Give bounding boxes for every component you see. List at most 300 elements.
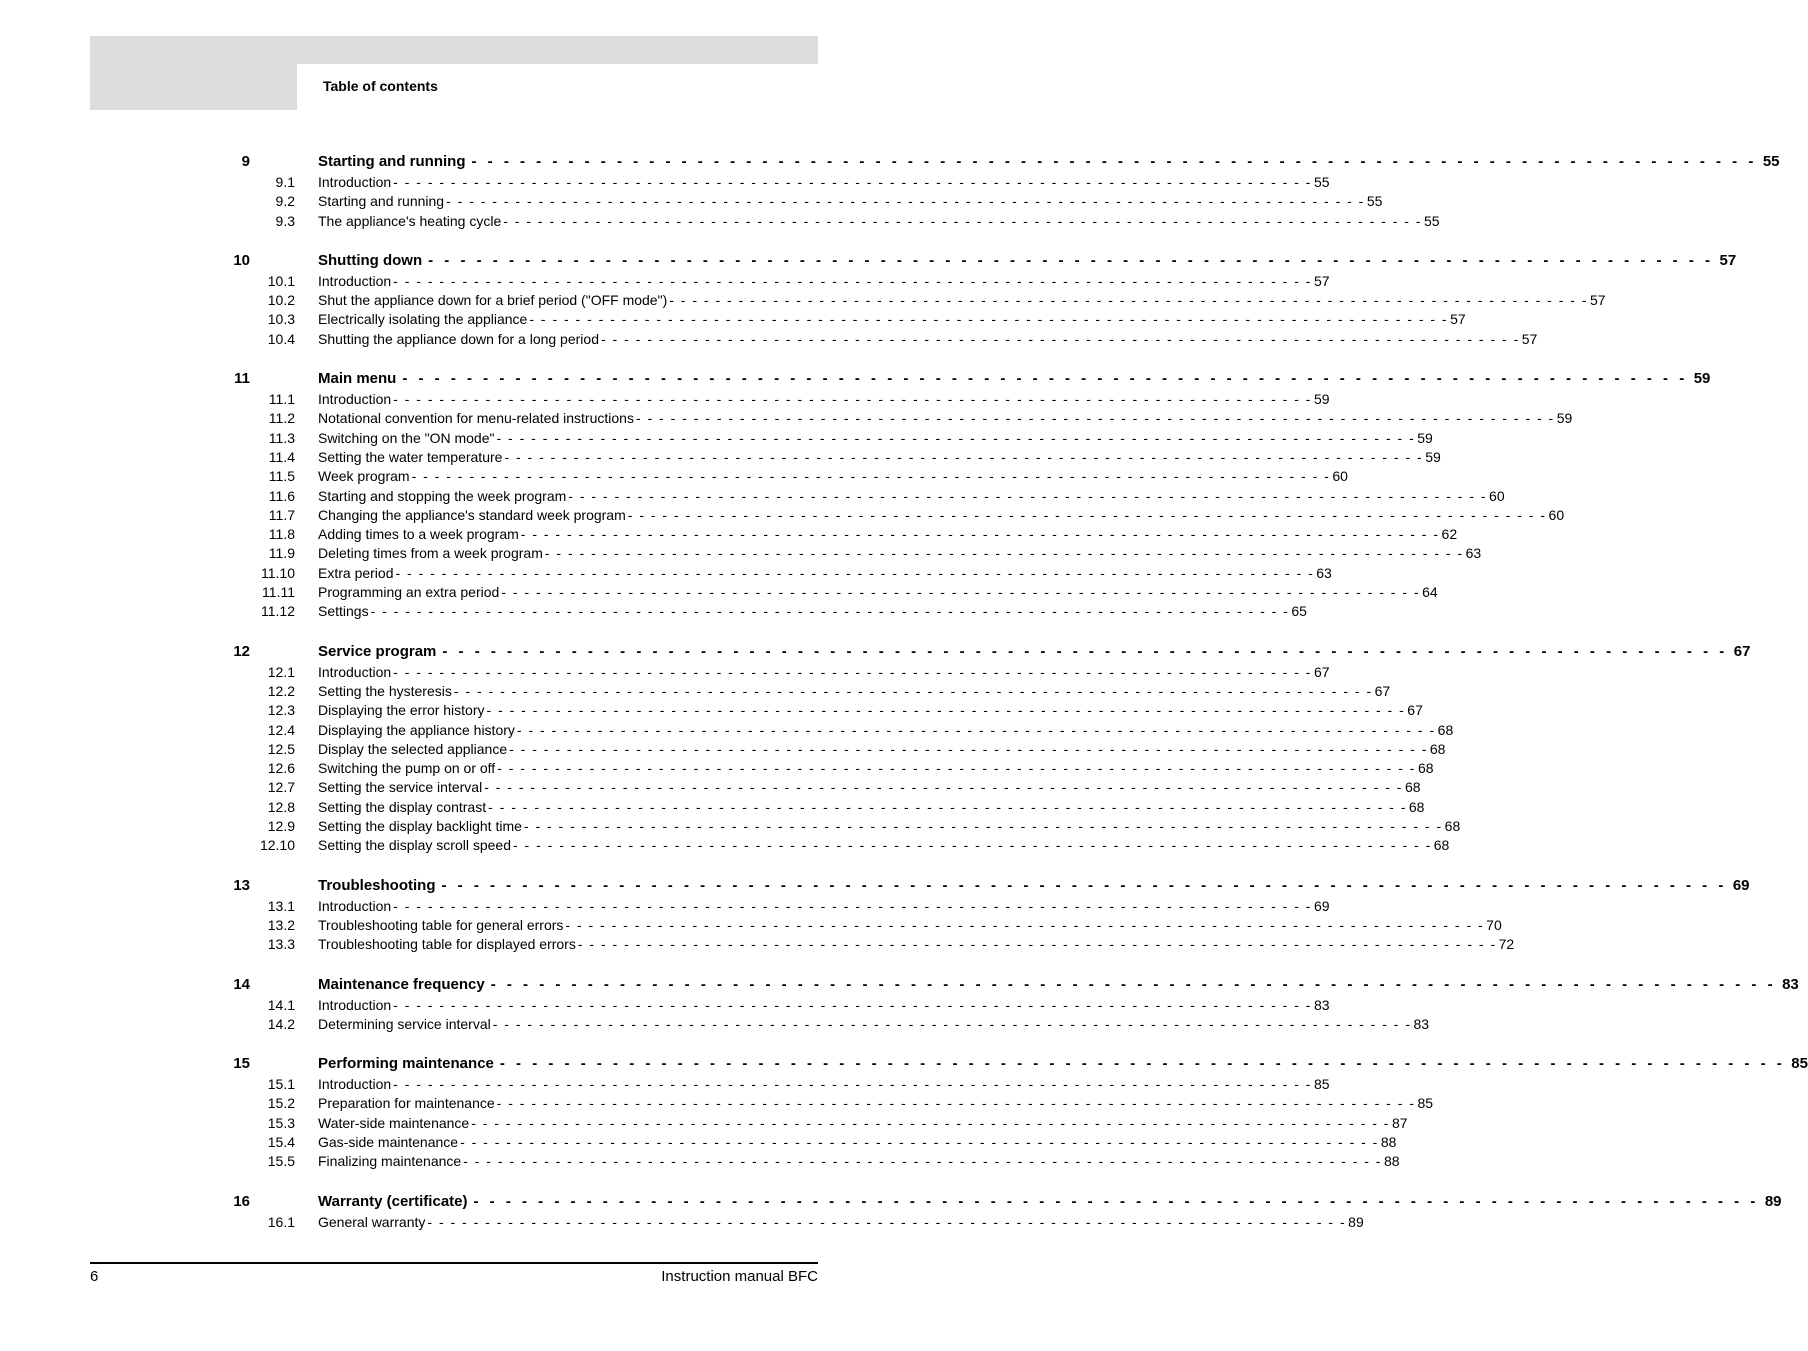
- toc-section-entry[interactable]: [0, 798, 1425, 817]
- toc-section-entry[interactable]: [0, 409, 1573, 428]
- section-title: Shut the appliance down for a brief period ("OFF mode"): [318, 292, 668, 309]
- toc-section-entry[interactable]: [0, 817, 1461, 836]
- section-number: 11.9: [268, 545, 295, 562]
- chapter-number: 14: [233, 975, 250, 993]
- section-title: Settings: [318, 603, 369, 620]
- section-title: Troubleshooting table for displayed errors: [318, 936, 576, 953]
- toc-section-entry[interactable]: [0, 1114, 1408, 1133]
- section-title: Setting the display scroll speed: [318, 837, 511, 854]
- section-title: Introduction: [318, 897, 392, 914]
- dot-leader: - - - - - - - - - - - - - - - - - - - - - - - - - - - - - - - - - - - - - - - - - - - - - - - - - - - - - - - - - - - - - - - - - - - - - - - - - - - - - - - -: [635, 410, 1555, 427]
- toc-section-entry[interactable]: [0, 487, 1505, 506]
- section-title: Extra period: [318, 564, 394, 581]
- section-page-number: 62: [1441, 526, 1458, 543]
- chapter-page-number: 67: [1733, 642, 1751, 660]
- section-title: Setting the water temperature: [318, 448, 503, 465]
- footer-page-number: 6: [90, 1268, 99, 1285]
- section-page-number: 68: [1417, 760, 1434, 777]
- dot-leader: - - - - - - - - - - - - - - - - - - - - - - - - - - - - - - - - - - - - - - - - - - - - - - - - - - - - - - - - - - - - - - - - - - - - - - - - - - - - - - - -: [486, 702, 1406, 719]
- toc-chapter-entry[interactable]: [0, 1052, 1808, 1075]
- toc-section-entry[interactable]: [0, 525, 1458, 544]
- section-title: Introduction: [318, 996, 392, 1013]
- section-number: 12.8: [267, 798, 295, 815]
- section-title: Setting the hysteresis: [318, 682, 452, 699]
- section-page-number: 59: [1425, 448, 1441, 465]
- chapter-number: 12: [233, 642, 250, 660]
- section-title: Displaying the error history: [318, 702, 485, 719]
- dot-leader: - - - - - - - - - - - - - - - - - - - - - - - - - - - - - - - - - - - - - - - - - - - - - - - - - - - - - - - - - - - - - - - - - - - - - - - - - - - - - - - -: [471, 153, 1757, 170]
- section-title: Setting the display backlight time: [318, 818, 522, 835]
- toc-chapter-entry[interactable]: [0, 367, 1711, 390]
- dot-leader: - - - - - - - - - - - - - - - - - - - - - - - - - - - - - - - - - - - - - - - - - - - - - - - - - - - - - - - - - - - - - - - - - - - - - - - - - - - - - - - -: [516, 721, 1436, 738]
- dot-leader: - - - - - - - - - - - - - - - - - - - - - - - - - - - - - - - - - - - - - - - - - - - - - - - - - - - - - - - - - - - - - - - - - - - - - - - - - - - - - - - -: [393, 272, 1312, 289]
- dot-leader: - - - - - - - - - - - - - - - - - - - - - - - - - - - - - - - - - - - - - - - - - - - - - - - - - - - - - - - - - - - - - - - - - - - - - - - - - - - - - - - -: [393, 174, 1312, 190]
- section-number: 11.1: [268, 391, 295, 408]
- toc-section-entry[interactable]: [0, 1094, 1434, 1113]
- section-title: Water-side maintenance: [318, 1114, 470, 1131]
- section-number: 15.3: [267, 1114, 295, 1131]
- section-number: 15.4: [267, 1133, 295, 1150]
- section-page-number: 69: [1313, 897, 1330, 914]
- dot-leader: - - - - - - - - - - - - - - - - - - - - - - - - - - - - - - - - - - - - - - - - - - - - - - - - - - - - - - - - - - - - - - - - - - - - - - - - - - - - - - - -: [568, 487, 1488, 504]
- toc-chapter-entry[interactable]: [0, 874, 1750, 897]
- section-number: 10.4: [267, 330, 295, 347]
- chapter-title: Maintenance frequency: [318, 975, 485, 993]
- section-number: 15.2: [267, 1095, 295, 1112]
- section-number: 16.1: [267, 1213, 295, 1230]
- dot-leader: - - - - - - - - - - - - - - - - - - - - - - - - - - - - - - - - - - - - - - - - - - - - - - - - - - - - - - - - - - - - - - - - - - - - - - - - - - - - - - - -: [441, 876, 1727, 894]
- chapter-page-number: 85: [1791, 1055, 1808, 1073]
- footer-manual-title: Instruction manual BFC: [661, 1268, 818, 1285]
- section-entry-line: [318, 292, 1606, 309]
- section-title: Preparation for maintenance: [318, 1095, 495, 1112]
- section-entry-line: [318, 916, 1502, 933]
- dot-leader: - - - - - - - - - - - - - - - - - - - - - - - - - - - - - - - - - - - - - - - - - - - - - - - - - - - - - - - - - - - - - - - - - - - - - - - - - - - - - - - -: [490, 975, 1777, 993]
- section-page-number: 60: [1489, 487, 1505, 504]
- toc-section-entry[interactable]: [0, 291, 1606, 310]
- toc-chapter-entry[interactable]: [0, 249, 1737, 272]
- toc-section-entry[interactable]: [0, 212, 1440, 231]
- dot-leader: - - - - - - - - - - - - - - - - - - - - - - - - - - - - - - - - - - - - - - - - - - - - - - - - - - - - - - - - - - - - - - - - - - - - - - - - - - - - - - - -: [488, 798, 1407, 815]
- section-title: Week program: [318, 468, 410, 485]
- dot-leader: - - - - - - - - - - - - - - - - - - - - - - - - - - - - - - - - - - - - - - - - - - - - - - - - - - - - - - - - - - - - - - - - - - - - - - - - - - - - - - - -: [442, 642, 1728, 660]
- section-page-number: 55: [1366, 193, 1383, 210]
- toc-section-entry[interactable]: [0, 1213, 1364, 1232]
- section-entry-line: [318, 526, 1458, 543]
- toc-chapter: [0, 249, 1737, 349]
- toc-chapter: [0, 973, 1799, 1035]
- dot-leader: - - - - - - - - - - - - - - - - - - - - - - - - - - - - - - - - - - - - - - - - - - - - - - - - - - - - - - - - - - - - - - - - - - - - - - - - - - - - - - - -: [504, 448, 1424, 465]
- chapter-number: 15: [233, 1055, 250, 1073]
- dot-leader: - - - - - - - - - - - - - - - - - - - - - - - - - - - - - - - - - - - - - - - - - - - - - - - - - - - - - - - - - - - - - - - - - - - - - - - - - - - - - - - -: [370, 603, 1290, 620]
- dot-leader: - - - - - - - - - - - - - - - - - - - - - - - - - - - - - - - - - - - - - - - - - - - - - - - - - - - - - - - - - - - - - - - - - - - - - - - - - - - - - - - -: [473, 1192, 1759, 1210]
- toc-chapter-entry[interactable]: [0, 150, 1780, 173]
- toc-section-entry[interactable]: [0, 740, 1446, 759]
- section-page-number: 64: [1422, 584, 1438, 601]
- section-entry-line: [318, 1015, 1430, 1032]
- dot-leader: - - - - - - - - - - - - - - - - - - - - - - - - - - - - - - - - - - - - - - - - - - - - - - - - - - - - - - - - - - - - - - - - - - - - - - - - - - - - - - - -: [520, 526, 1440, 543]
- toc-section-entry[interactable]: [0, 506, 1565, 525]
- section-page-number: 83: [1413, 1015, 1430, 1032]
- section-number: 14.1: [267, 996, 295, 1013]
- section-entry-line: [318, 410, 1573, 427]
- section-title: The appliance's heating cycle: [318, 212, 502, 229]
- chapter-entry-line: [318, 975, 1799, 993]
- toc-section-entry[interactable]: [0, 330, 1538, 349]
- section-number: 12.5: [267, 740, 295, 757]
- dot-leader: - - - - - - - - - - - - - - - - - - - - - - - - - - - - - - - - - - - - - - - - - - - - - - - - - - - - - - - - - - - - - - - - - - - - - - - - - - - - - - - -: [509, 740, 1428, 757]
- section-number: 10.1: [267, 272, 295, 289]
- toc-section-entry[interactable]: [0, 836, 1450, 855]
- section-title: Display the selected appliance: [318, 740, 508, 757]
- section-entry-line: [318, 272, 1330, 289]
- section-entry-line: [318, 487, 1505, 504]
- section-number: 13.2: [267, 916, 295, 933]
- dot-leader: - - - - - - - - - - - - - - - - - - - - - - - - - - - - - - - - - - - - - - - - - - - - - - - - - - - - - - - - - - - - - - - - - - - - - - - - - - - - - - - -: [411, 468, 1331, 485]
- section-number: 15.1: [267, 1076, 295, 1093]
- section-number: 11.8: [268, 526, 295, 543]
- chapter-page-number: 55: [1762, 153, 1780, 170]
- section-page-number: 60: [1332, 468, 1348, 485]
- section-page-number: 72: [1498, 936, 1515, 953]
- section-page-number: 88: [1383, 1153, 1400, 1170]
- section-title: Finalizing maintenance: [318, 1153, 462, 1170]
- toc-chapter-entry[interactable]: [0, 640, 1751, 663]
- section-page-number: 57: [1313, 272, 1330, 289]
- toc-section-entry[interactable]: [0, 429, 1433, 448]
- toc-section-entry[interactable]: [0, 1075, 1330, 1094]
- dot-leader: - - - - - - - - - - - - - - - - - - - - - - - - - - - - - - - - - - - - - - - - - - - - - - - - - - - - - - - - - - - - - - - - - - - - - - - - - - - - - - - -: [463, 1153, 1382, 1170]
- chapter-page-number: 83: [1782, 975, 1799, 993]
- section-entry-line: [318, 779, 1421, 796]
- section-number: 10.2: [267, 292, 295, 309]
- section-number: 12.6: [267, 760, 295, 777]
- chapter-number: 13: [233, 876, 250, 894]
- dot-leader: - - - - - - - - - - - - - - - - - - - - - - - - - - - - - - - - - - - - - - - - - - - - - - - - - - - - - - - - - - - - - - - - - - - - - - - - - - - - - - - -: [427, 1213, 1347, 1230]
- dot-leader: - - - - - - - - - - - - - - - - - - - - - - - - - - - - - - - - - - - - - - - - - - - - - - - - - - - - - - - - - - - - - - - - - - - - - - - - - - - - - - - -: [503, 212, 1422, 229]
- toc-section-entry[interactable]: [0, 1133, 1397, 1152]
- dot-leader: - - - - - - - - - - - - - - - - - - - - - - - - - - - - - - - - - - - - - - - - - - - - - - - - - - - - - - - - - - - - - - - - - - - - - - - - - - - - - - - -: [544, 545, 1464, 562]
- chapter-title: Starting and running: [318, 153, 466, 170]
- section-title: Starting and running: [318, 193, 445, 210]
- chapter-page-number: 89: [1764, 1192, 1782, 1210]
- section-title: Switching on the "ON mode": [318, 429, 495, 446]
- section-number: 15.5: [267, 1153, 295, 1170]
- section-page-number: 57: [1450, 311, 1466, 328]
- dot-leader: - - - - - - - - - - - - - - - - - - - - - - - - - - - - - - - - - - - - - - - - - - - - - - - - - - - - - - - - - - - - - - - - - - - - - - - - - - - - - - - -: [453, 682, 1373, 699]
- section-entry-line: [318, 1095, 1434, 1112]
- section-title: Electrically isolating the appliance: [318, 311, 528, 328]
- section-number: 14.2: [267, 1015, 295, 1032]
- section-number: 11.10: [261, 564, 295, 581]
- section-page-number: 68: [1404, 779, 1421, 796]
- section-title: Introduction: [318, 663, 392, 680]
- chapter-page-number: 59: [1693, 370, 1711, 388]
- section-page-number: 87: [1391, 1114, 1408, 1131]
- toc-section-entry[interactable]: [0, 1152, 1400, 1171]
- section-entry-line: [318, 174, 1330, 190]
- section-number: 12.3: [267, 702, 295, 719]
- toc-section-entry[interactable]: [0, 544, 1482, 563]
- dot-leader: - - - - - - - - - - - - - - - - - - - - - - - - - - - - - - - - - - - - - - - - - - - - - - - - - - - - - - - - - - - - - - - - - - - - - - - - - - - - - - - -: [501, 584, 1421, 601]
- dot-leader: - - - - - - - - - - - - - - - - - - - - - - - - - - - - - - - - - - - - - - - - - - - - - - - - - - - - - - - - - - - - - - - - - - - - - - - - - - - - - - - -: [496, 1095, 1416, 1112]
- section-page-number: 85: [1417, 1095, 1434, 1112]
- section-title: Introduction: [318, 1076, 392, 1093]
- section-page-number: 68: [1437, 721, 1454, 738]
- section-title: Starting and stopping the week program: [318, 487, 567, 504]
- section-entry-line: [318, 682, 1391, 699]
- section-entry-line: [318, 996, 1330, 1013]
- toc-section-entry[interactable]: [0, 682, 1391, 701]
- chapter-entry-line: [318, 1192, 1782, 1210]
- section-entry-line: [318, 448, 1441, 465]
- section-entry-line: [318, 798, 1425, 815]
- section-title: Deleting times from a week program: [318, 545, 543, 562]
- chapter-page-number: 57: [1719, 251, 1737, 269]
- section-title: Shutting the appliance down for a long period: [318, 330, 599, 347]
- dot-leader: - - - - - - - - - - - - - - - - - - - - - - - - - - - - - - - - - - - - - - - - - - - - - - - - - - - - - - - - - - - - - - - - - - - - - - - - - - - - - - - -: [393, 391, 1312, 408]
- section-number: 10.3: [267, 311, 295, 328]
- dot-leader: - - - - - - - - - - - - - - - - - - - - - - - - - - - - - - - - - - - - - - - - - - - - - - - - - - - - - - - - - - - - - - - - - - - - - - - - - - - - - - - -: [428, 251, 1714, 269]
- chapter-number: 9: [241, 153, 250, 170]
- section-entry-line: [318, 702, 1423, 719]
- section-title: General warranty: [318, 1213, 426, 1230]
- chapter-entry-line: [318, 370, 1711, 388]
- section-number: 11.7: [268, 506, 295, 523]
- toc-section-entry[interactable]: [0, 935, 1515, 954]
- section-entry-line: [318, 897, 1330, 914]
- section-entry-line: [318, 545, 1482, 562]
- chapter-title: Warranty (certificate): [318, 1192, 468, 1210]
- toc-chapter-entry[interactable]: [0, 973, 1799, 996]
- toc-section-entry[interactable]: [0, 996, 1330, 1015]
- chapter-entry-line: [318, 642, 1751, 660]
- dot-leader: - - - - - - - - - - - - - - - - - - - - - - - - - - - - - - - - - - - - - - - - - - - - - - - - - - - - - - - - - - - - - - - - - - - - - - - - - - - - - - - -: [600, 330, 1520, 347]
- chapter-title: Performing maintenance: [318, 1055, 494, 1073]
- section-number: 9.3: [275, 212, 295, 229]
- section-entry-line: [318, 603, 1307, 620]
- section-title: Changing the appliance's standard week program: [318, 506, 626, 523]
- toc-chapter: [0, 640, 1751, 856]
- section-title: Programming an extra period: [318, 584, 500, 601]
- dot-leader: - - - - - - - - - - - - - - - - - - - - - - - - - - - - - - - - - - - - - - - - - - - - - - - - - - - - - - - - - - - - - - - - - - - - - - - - - - - - - - - -: [393, 1076, 1312, 1093]
- dot-leader: - - - - - - - - - - - - - - - - - - - - - - - - - - - - - - - - - - - - - - - - - - - - - - - - - - - - - - - - - - - - - - - - - - - - - - - - - - - - - - - -: [393, 897, 1312, 914]
- section-entry-line: [318, 193, 1383, 210]
- section-page-number: 59: [1556, 410, 1573, 427]
- toc-section-entry[interactable]: [0, 173, 1330, 192]
- toc-section-entry[interactable]: [0, 310, 1466, 329]
- header-tab: [90, 36, 297, 110]
- toc-section-entry[interactable]: [0, 602, 1307, 621]
- section-page-number: 67: [1313, 663, 1330, 680]
- section-number: 11.6: [268, 487, 295, 504]
- toc-section-entry[interactable]: [0, 467, 1348, 486]
- dot-leader: - - - - - - - - - - - - - - - - - - - - - - - - - - - - - - - - - - - - - - - - - - - - - - - - - - - - - - - - - - - - - - - - - - - - - - - - - - - - - - - -: [402, 370, 1688, 388]
- toc-chapter: [0, 1052, 1808, 1171]
- chapter-entry-line: [318, 251, 1737, 269]
- section-title: Introduction: [318, 272, 392, 289]
- section-page-number: 57: [1590, 292, 1606, 309]
- section-title: Switching the pump on or off: [318, 760, 496, 777]
- section-page-number: 59: [1417, 429, 1433, 446]
- section-entry-line: [318, 740, 1446, 757]
- section-entry-line: [318, 429, 1433, 446]
- section-number: 11.2: [268, 410, 295, 427]
- table-of-contents: [0, 150, 1808, 1250]
- section-page-number: 55: [1424, 212, 1440, 229]
- dot-leader: - - - - - - - - - - - - - - - - - - - - - - - - - - - - - - - - - - - - - - - - - - - - - - - - - - - - - - - - - - - - - - - - - - - - - - - - - - - - - - - -: [577, 936, 1497, 953]
- dot-leader: - - - - - - - - - - - - - - - - - - - - - - - - - - - - - - - - - - - - - - - - - - - - - - - - - - - - - - - - - - - - - - - - - - - - - - - - - - - - - - - -: [529, 311, 1449, 328]
- toc-section-entry[interactable]: [0, 564, 1332, 583]
- dot-leader: - - - - - - - - - - - - - - - - - - - - - - - - - - - - - - - - - - - - - - - - - - - - - - - - - - - - - - - - - - - - - - - - - - - - - - - - - - - - - - - -: [499, 1055, 1786, 1073]
- section-page-number: 68: [1429, 740, 1446, 757]
- toc-section-entry[interactable]: [0, 916, 1502, 935]
- section-title: Introduction: [318, 174, 392, 190]
- dot-leader: - - - - - - - - - - - - - - - - - - - - - - - - - - - - - - - - - - - - - - - - - - - - - - - - - - - - - - - - - - - - - - - - - - - - - - - - - - - - - - - -: [565, 916, 1485, 933]
- dot-leader: - - - - - - - - - - - - - - - - - - - - - - - - - - - - - - - - - - - - - - - - - - - - - - - - - - - - - - - - - - - - - - - - - - - - - - - - - - - - - - - -: [496, 429, 1416, 446]
- section-number: 13.3: [267, 936, 295, 953]
- section-entry-line: [318, 663, 1330, 680]
- toc-section-entry[interactable]: [0, 701, 1423, 720]
- section-title: Setting the display contrast: [318, 798, 487, 815]
- toc-section-entry[interactable]: [0, 778, 1421, 797]
- section-number: 12.10: [259, 837, 295, 854]
- toc-chapter: [0, 150, 1780, 231]
- section-page-number: 68: [1444, 818, 1461, 835]
- section-number: 11.11: [262, 584, 295, 601]
- dot-leader: - - - - - - - - - - - - - - - - - - - - - - - - - - - - - - - - - - - - - - - - - - - - - - - - - - - - - - - - - - - - - - - - - - - - - - - - - - - - - - - -: [393, 996, 1312, 1013]
- chapter-entry-line: [318, 1055, 1808, 1073]
- section-entry-line: [318, 818, 1461, 835]
- section-title: Notational convention for menu-related instructions: [318, 410, 634, 427]
- section-number: 12.1: [267, 663, 295, 680]
- section-entry-line: [318, 311, 1466, 328]
- section-title: Gas-side maintenance: [318, 1133, 459, 1150]
- section-number: 11.5: [268, 468, 295, 485]
- section-page-number: 59: [1313, 391, 1330, 408]
- dot-leader: - - - - - - - - - - - - - - - - - - - - - - - - - - - - - - - - - - - - - - - - - - - - - - - - - - - - - - - - - - - - - - - - - - - - - - - - - - - - - - - -: [523, 818, 1443, 835]
- section-entry-line: [318, 584, 1438, 601]
- dot-leader: - - - - - - - - - - - - - - - - - - - - - - - - - - - - - - - - - - - - - - - - - - - - - - - - - - - - - - - - - - - - - - - - - - - - - - - - - - - - - - - -: [460, 1133, 1379, 1150]
- section-entry-line: [318, 506, 1565, 523]
- section-number: 11.4: [268, 448, 295, 465]
- chapter-entry-line: [318, 876, 1750, 894]
- section-entry-line: [318, 330, 1538, 347]
- toc-section-entry[interactable]: [0, 192, 1383, 211]
- dot-leader: - - - - - - - - - - - - - - - - - - - - - - - - - - - - - - - - - - - - - - - - - - - - - - - - - - - - - - - - - - - - - - - - - - - - - - - - - - - - - - - -: [492, 1015, 1412, 1032]
- section-page-number: 70: [1486, 916, 1502, 933]
- section-number: 11.12: [261, 603, 295, 620]
- chapter-number: 11: [234, 370, 250, 388]
- section-page-number: 55: [1313, 174, 1330, 190]
- dot-leader: - - - - - - - - - - - - - - - - - - - - - - - - - - - - - - - - - - - - - - - - - - - - - - - - - - - - - - - - - - - - - - - - - - - - - - - - - - - - - - - -: [669, 292, 1588, 309]
- section-entry-line: [318, 1153, 1400, 1170]
- toc-section-entry[interactable]: [0, 897, 1330, 916]
- toc-section-entry[interactable]: [0, 390, 1330, 409]
- section-number: 9.2: [275, 193, 295, 210]
- toc-section-entry[interactable]: [0, 759, 1434, 778]
- section-page-number: 85: [1313, 1076, 1330, 1093]
- toc-section-entry[interactable]: [0, 663, 1330, 682]
- chapter-title: Troubleshooting: [318, 876, 436, 894]
- chapter-number: 16: [233, 1192, 250, 1210]
- dot-leader: - - - - - - - - - - - - - - - - - - - - - - - - - - - - - - - - - - - - - - - - - - - - - - - - - - - - - - - - - - - - - - - - - - - - - - - - - - - - - - - -: [446, 193, 1365, 210]
- chapter-title: Service program: [318, 642, 437, 660]
- section-number: 9.1: [275, 174, 295, 190]
- section-page-number: 88: [1380, 1133, 1397, 1150]
- section-entry-line: [318, 564, 1332, 581]
- section-entry-line: [318, 1114, 1408, 1131]
- toc-chapter: [0, 367, 1711, 622]
- dot-leader: - - - - - - - - - - - - - - - - - - - - - - - - - - - - - - - - - - - - - - - - - - - - - - - - - - - - - - - - - - - - - - - - - - - - - - - - - - - - - - - -: [395, 564, 1315, 581]
- section-entry-line: [318, 721, 1454, 738]
- section-title: Introduction: [318, 391, 392, 408]
- section-page-number: 83: [1313, 996, 1330, 1013]
- chapter-title: Main menu: [318, 370, 397, 388]
- section-title: Adding times to a week program: [318, 526, 519, 543]
- chapter-page-number: 69: [1732, 876, 1750, 894]
- toc-chapter-entry[interactable]: [0, 1190, 1782, 1213]
- toc-section-entry[interactable]: [0, 721, 1454, 740]
- section-entry-line: [318, 212, 1440, 229]
- section-title: Displaying the appliance history: [318, 721, 515, 738]
- section-page-number: 65: [1291, 603, 1307, 620]
- chapter-title: Shutting down: [318, 251, 423, 269]
- section-title: Determining service interval: [318, 1015, 491, 1032]
- dot-leader: - - - - - - - - - - - - - - - - - - - - - - - - - - - - - - - - - - - - - - - - - - - - - - - - - - - - - - - - - - - - - - - - - - - - - - - - - - - - - - - -: [471, 1114, 1390, 1131]
- section-entry-line: [318, 1133, 1397, 1150]
- section-entry-line: [318, 1213, 1364, 1230]
- dot-leader: - - - - - - - - - - - - - - - - - - - - - - - - - - - - - - - - - - - - - - - - - - - - - - - - - - - - - - - - - - - - - - - - - - - - - - - - - - - - - - - -: [627, 506, 1547, 523]
- toc-section-entry[interactable]: [0, 583, 1438, 602]
- section-entry-line: [318, 760, 1434, 777]
- dot-leader: - - - - - - - - - - - - - - - - - - - - - - - - - - - - - - - - - - - - - - - - - - - - - - - - - - - - - - - - - - - - - - - - - - - - - - - - - - - - - - - -: [513, 837, 1432, 854]
- section-number: 12.7: [267, 779, 295, 796]
- section-page-number: 89: [1348, 1213, 1364, 1230]
- footer-divider: [90, 1262, 818, 1264]
- section-entry-line: [318, 837, 1450, 854]
- dot-leader: - - - - - - - - - - - - - - - - - - - - - - - - - - - - - - - - - - - - - - - - - - - - - - - - - - - - - - - - - - - - - - - - - - - - - - - - - - - - - - - -: [497, 760, 1416, 777]
- section-page-number: 68: [1408, 798, 1425, 815]
- section-entry-line: [318, 391, 1330, 408]
- section-number: 12.4: [267, 721, 295, 738]
- toc-section-entry[interactable]: [0, 272, 1330, 291]
- section-page-number: 57: [1521, 330, 1538, 347]
- section-number: 12.9: [267, 818, 295, 835]
- section-entry-line: [318, 936, 1515, 953]
- section-title: Setting the service interval: [318, 779, 483, 796]
- section-page-number: 63: [1465, 545, 1482, 562]
- section-entry-line: [318, 1076, 1330, 1093]
- section-page-number: 67: [1407, 702, 1423, 719]
- section-number: 13.1: [267, 897, 295, 914]
- page-title: Table of contents: [323, 78, 438, 94]
- section-page-number: 63: [1316, 564, 1332, 581]
- section-number: 11.3: [268, 429, 295, 446]
- section-number: 12.2: [267, 682, 295, 699]
- section-title: Troubleshooting table for general errors: [318, 916, 564, 933]
- section-entry-line: [318, 468, 1348, 485]
- toc-section-entry[interactable]: [0, 1015, 1430, 1034]
- chapter-number: 10: [233, 251, 250, 269]
- toc-chapter: [0, 874, 1750, 955]
- section-page-number: 60: [1548, 506, 1565, 523]
- dot-leader: - - - - - - - - - - - - - - - - - - - - - - - - - - - - - - - - - - - - - - - - - - - - - - - - - - - - - - - - - - - - - - - - - - - - - - - - - - - - - - - -: [484, 779, 1403, 796]
- toc-chapter: [0, 1190, 1782, 1232]
- toc-section-entry[interactable]: [0, 448, 1441, 467]
- dot-leader: - - - - - - - - - - - - - - - - - - - - - - - - - - - - - - - - - - - - - - - - - - - - - - - - - - - - - - - - - - - - - - - - - - - - - - - - - - - - - - - -: [393, 663, 1312, 680]
- section-page-number: 67: [1374, 682, 1391, 699]
